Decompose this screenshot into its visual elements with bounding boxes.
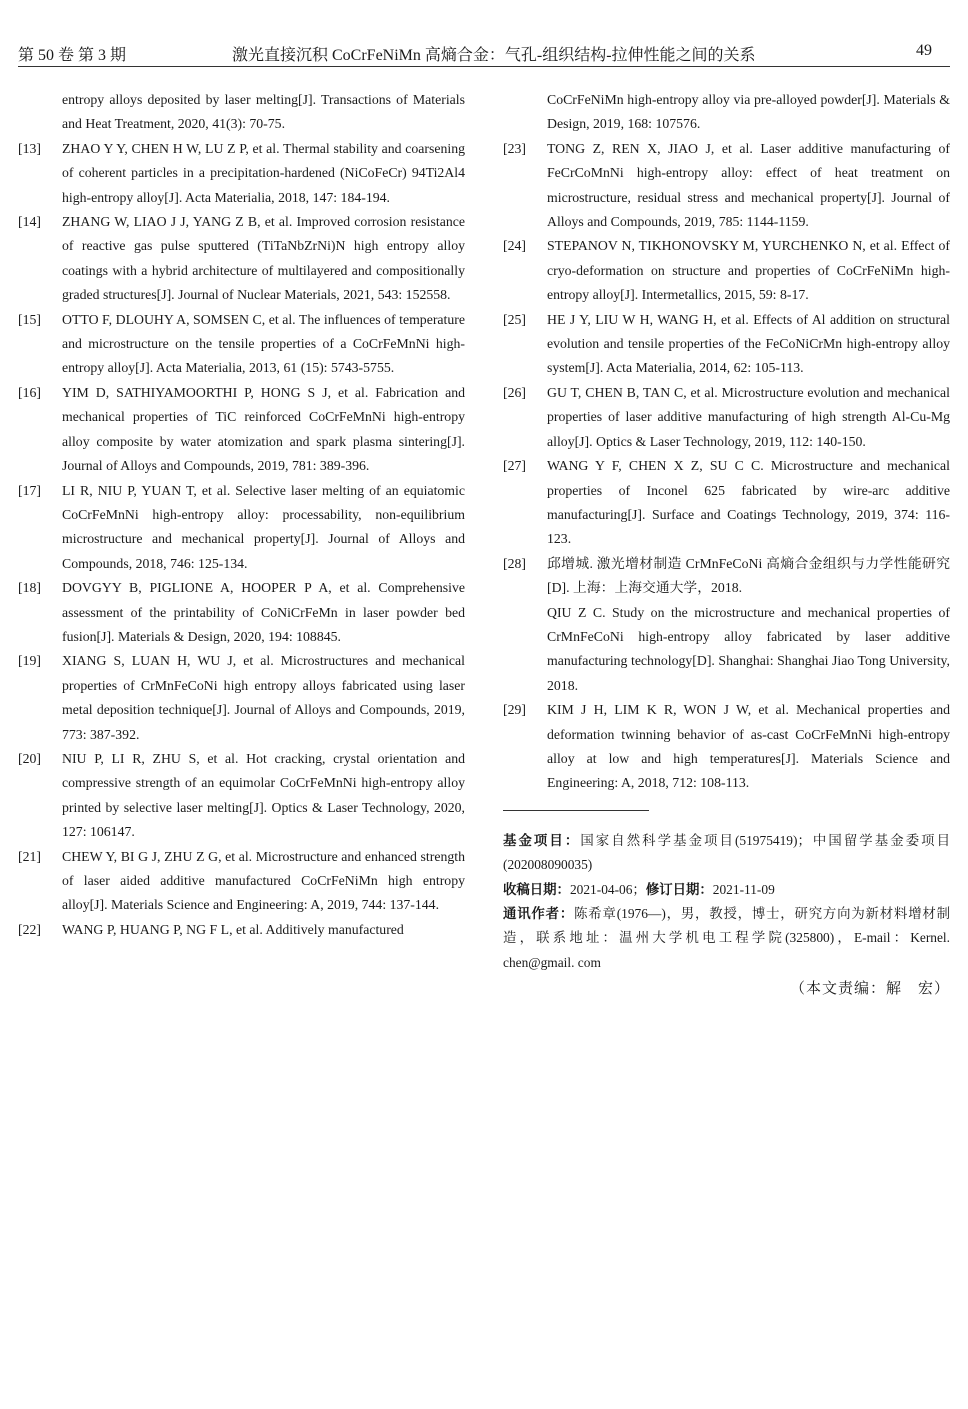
reference-14: [14] ZHANG W, LIAO J J, YANG Z B, et al. Improved corrosion resistance of reactive gas pulse sputtered (TiTaNbZrNi)N high entropy alloy coatings with a hybrid architecture of multilayered and compositionally graded structures[J]. Journal of Nuclear Materials, 2021, 543: 152558. [18, 214, 465, 303]
reference-26: [26] GU T, CHEN B, TAN C, et al. Microstructure evolution and mechanical properties of laser additive manufacturing of high strength Al-Cu-Mg alloy[J]. Optics & Laser Technology, 2019, 112: 140-150. [503, 384, 950, 449]
fund-info: 基金项目：国家自然科学基金项目(51975419)；中国留学基金委项目(202008090035) [503, 832, 951, 873]
running-title: 激光直接沉积 CoCrFeNiMn 高熵合金：气孔-组织结构-拉伸性能之间的关系 [232, 47, 756, 64]
reference-17: [17] LI R, NIU P, YUAN T, et al. Selective laser melting of an equiatomic CoCrFeMnNi high-entropy alloy: processability, non-equilibrium microstructure and mechanical property[J]. Journal of Alloys and Compounds, 2018, 746: 125-134. [18, 482, 465, 571]
page-number: 49 [916, 42, 932, 59]
reference-25: [25] HE J Y, LIU W H, WANG H, et al. Effects of Al addition on structural evolution and tensile properties of the FeCoNiCrMn high-entropy alloy system[J]. Acta Materialia, 2014, 62: 105-113. [503, 311, 950, 376]
reference-20: [20] NIU P, LI R, ZHU S, et al. Hot cracking, crystal orientation and compressive strength of an equimolar CoCrFeMnNi high-entropy alloy printed by selective laser melting[J]. Optics & Laser Technology, 2020, 127: 106147. [18, 750, 465, 840]
reference-continuation: entropy alloys deposited by laser melting[J]. Transactions of Materials and Heat Treatment, 2020, 41(3): 70-75. [62, 92, 465, 132]
running-header [18, 40, 950, 67]
reference-22: [22] WANG P, HUANG P, NG F L, et al. Additively manufactured [18, 921, 404, 937]
right-column [503, 88, 950, 998]
left-column [18, 88, 465, 942]
reference-16: [16] YIM D, SATHIYAMOORTHI P, HONG S J, et al. Fabrication and mechanical properties of TiC reinforced CoCrFeMnNi high-entropy alloy composite by water atomization and spark plasma sintering[J]. Journal of Alloys and Compounds, 2019, 781: 389-396. [18, 384, 465, 474]
reference-13: [13] ZHAO Y Y, CHEN H W, LU Z P, et al. Thermal stability and coarsening of coherent particles in a precipitation-hardened (NiCoFeCr) 94Ti2Al4 high-entropy alloy[J]. Acta Materialia, 2018, 147: 184-194. [18, 140, 465, 205]
reference-27: [27] WANG Y F, CHEN X Z, SU C C. Microstructure and mechanical properties of Inconel 625 fabricated by wire-arc additive manufacturing[J]. Surface and Coatings Technology, 2019, 374: 116-123. [503, 458, 950, 547]
reference-24: [24] STEPANOV N, TIKHONOVSKY M, YURCHENKO N, et al. Effect of cryo-deformation on structure and properties of CoCrFeNiMn high-entropy alloy[J]. Intermetallics, 2015, 59: 8-17. [503, 238, 950, 303]
reference-19: [19] XIANG S, LUAN H, WU J, et al. Microstructures and mechanical properties of CrMnFeCoNi high entropy alloys fabricated using laser metal deposition technique[J]. Journal of Alloys and Compounds, 2019, 773: 387-392. [18, 653, 465, 742]
reference-28: [28] 邱增城. 激光增材制造 CrMnFeCoNi 高熵合金组织与力学性能研究[D]. 上海：上海交通大学，2018. QIU Z C. Study on the microstructure and mechanical properties of CrMnFeCoNi high-entropy alloy fabricated by laser additive manufacturing technology[D]. Shanghai: Shanghai Jiao Tong University, 2018. [503, 555, 950, 693]
date-info: 收稿日期：2021-04-06；修订日期：2021-11-09 [503, 881, 775, 897]
footnote-divider [503, 810, 649, 811]
reference-continuation: CoCrFeNiMn high-entropy alloy via pre-alloyed powder[J]. Materials & Design, 2019, 168: 107576. [547, 92, 950, 132]
author-info: 通讯作者：陈希章(1976—)，男，教授，博士，研究方向为新材料增材制造，联系地址：温州大学机电工程学院(325800)，E-mail：Kernel. chen@gmail. com [503, 906, 951, 970]
reference-29: [29] KIM J H, LIM K R, WON J W, et al. Mechanical properties and deformation twinning behavior of as-cast CoCrFeMnNi high-entropy alloy at low and high temperatures[J]. Materials Science and Engineering: A, 2018, 712: 108-113. [503, 702, 950, 791]
editor-note: （本文责编：解 宏） [789, 981, 950, 998]
reference-15: [15] OTTO F, DLOUHY A, SOMSEN C, et al. The influences of temperature and microstructure on the tensile properties of a CoCrFeMnNi high-entropy alloy[J]. Acta Materialia, 2013, 61 (15): 5743-5755. [18, 311, 465, 376]
reference-23: [23] TONG Z, REN X, JIAO J, et al. Laser additive manufacturing of FeCrCoMnNi high-entropy alloy: effect of heat treatment on microstructure, residual stress and mechanical property[J]. Journal of Alloys and Compounds, 2019, 785: 1144-1159. [503, 140, 950, 230]
volume-issue: 第 50 卷 第 3 期 [18, 47, 127, 64]
reference-18: [18] DOVGYY B, PIGLIONE A, HOOPER P A, et al. Comprehensive assessment of the printability of CoNiCrFeMn in laser powder bed fusion[J]. Materials & Design, 2020, 194: 108845. [18, 580, 465, 644]
reference-21: [21] CHEW Y, BI G J, ZHU Z G, et al. Microstructure and enhanced strength of laser aided additive manufactured CoCrFeNiMn high entropy alloy[J]. Materials Science and Engineering: A, 2019, 744: 137-144. [18, 848, 465, 913]
